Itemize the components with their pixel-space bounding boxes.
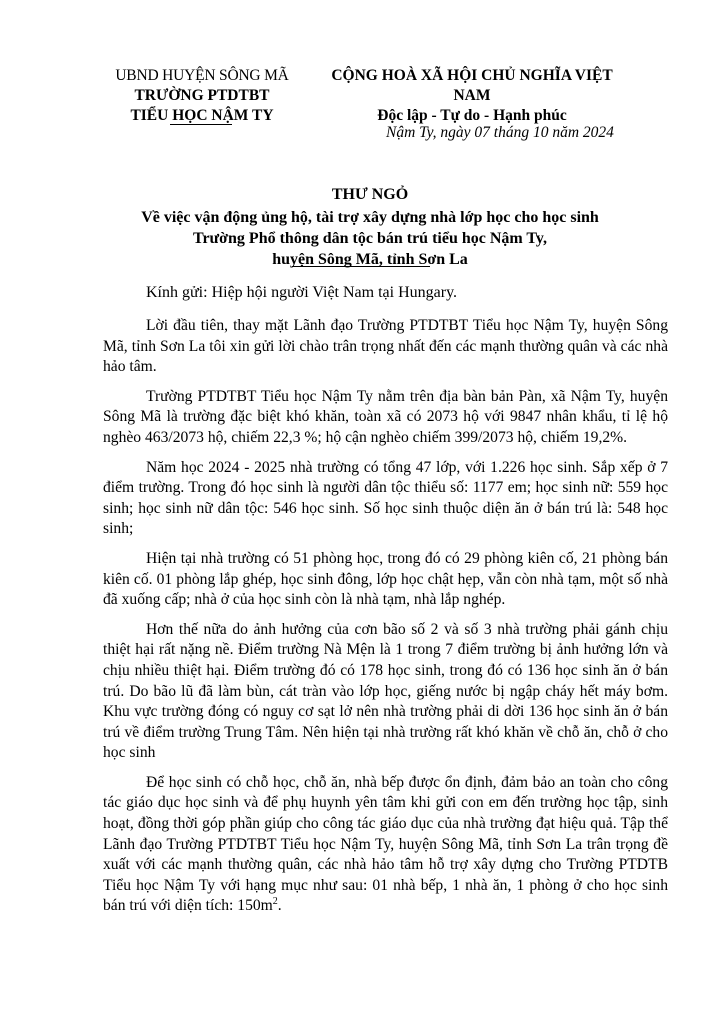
district-name: UBND HUYỆN SÔNG MÃ (115, 67, 289, 84)
letter-subject-line3: huyện Sông Mã, tỉnh Sơn La (272, 251, 468, 268)
letter-title-block (100, 184, 640, 270)
date-line: Nậm Ty, ngày 07 tháng 10 năm 2024 (386, 124, 614, 141)
proposal-end: . (277, 897, 282, 915)
paragraph: Hiện tại nhà trường có 51 phòng học, trong đó có 29 phòng kiên cố, 21 phòng bán kiên cố. 01 phòng lắp ghép, học sinh đông, lớp học chật hẹp, vẫn còn nhà tạm, một số nhà đã xuống cấp; nhà ở của học sinh còn là nhà tạm, nhà lắp nghép. (103, 549, 668, 609)
school-header (104, 66, 300, 126)
school-name-line1: TRƯỜNG PTDTBT (134, 87, 270, 104)
country-name: CỘNG HOÀ XÃ HỘI CHỦ NGHĨA VIỆT NAM (331, 67, 613, 104)
national-header (326, 66, 618, 126)
area-unit-superscript: 2 (272, 896, 278, 908)
greeting: Kính gửi: Hiệp hội người Việt Nam tại Hungary. (146, 284, 458, 301)
letter-body (103, 316, 668, 926)
letter-subject-line1: Về việc vận động ủng hộ, tài trợ xây dựng nhà lớp học cho học sinh (141, 209, 599, 226)
paragraph: Trường PTDTBT Tiểu học Nậm Ty nằm trên địa bàn bản Pàn, xã Nậm Ty, huyện Sông Mã là trường đặc biệt khó khăn, toàn xã có 2073 hộ với 9847 nhân khẩu, tỉ lệ hộ nghèo 463/2073 hộ, chiếm 22,3 %; hộ cận nghèo chiếm 399/2073 hộ, chiếm 19,2%. (103, 387, 668, 446)
title-underline (292, 266, 430, 267)
paragraph-proposal (103, 773, 668, 917)
letter-subject-line2: Trường Phổ thông dân tộc bán trú tiểu học Nậm Ty, (192, 230, 548, 247)
school-name-line2: TIỂU HỌC NẬM TY (130, 107, 274, 124)
paragraph: Hơn thế nữa do ảnh hưởng của cơn bão số 2 và số 3 nhà trường phải gánh chịu thiệt hại rất nặng nề. Điểm trường Nà Mện là 1 trong 7 điểm trường bị ảnh hưởng lớn và chịu nhiều thiệt hại. Điểm trường đó có 178 học sinh, trong đó có 136 học sinh ăn ở bán trú. Do bão lũ đã làm bùn, cát tràn vào lớp học, giếng nước bị ngập cháy hết máy bơm. Khu vực trường đóng có nguy cơ sạt lở nên nhà trường phải di dời 136 học sinh ăn ở bán trú về điểm trường Trung Tâm. Nên hiện tại nhà trường rất khó khăn về chỗ ăn, chỗ ở cho học sinh (103, 620, 668, 762)
proposal-text: Để học sinh có chỗ học, chỗ ăn, nhà bếp được ổn định, đảm bảo an toàn cho công tác giáo dục học sinh và để phụ huynh yên tâm khi gửi con em đến trường học tập, sinh hoạt, đồng thời góp phần giúp cho công tác giáo dục của nhà trường đạt hiệu quả. Tập thể Lãnh đạo Trường PTDTBT Tiểu học Nậm Ty, huyện Sông Mã, tỉnh Sơn La trân trọng đề xuất với các mạnh thường quân, các nhà hảo tâm hỗ trợ xây dựng cho Trường PTDTB Tiểu học Nậm Ty với hạng mục như sau: 01 nhà bếp, 1 nhà ăn, 1 phòng ở cho học sinh bán trú với diện tích: 150m (103, 773, 668, 915)
national-motto: Độc lập - Tự do - Hạnh phúc (377, 107, 567, 124)
paragraph: Năm học 2024 - 2025 nhà trường có tổng 47 lớp, với 1.226 học sinh. Sắp xếp ở 7 điểm trường. Trong đó học sinh là người dân tộc thiểu số: 1177 em; học sinh nữ: 559 học sinh; học sinh nữ dân tộc: 546 học sinh. Số học sinh thuộc diện ăn ở bán trú là: 548 học sinh; (103, 458, 668, 538)
letter-title: THƯ NGỎ (331, 186, 409, 203)
paragraph: Lời đầu tiên, thay mặt Lãnh đạo Trường PTDTBT Tiểu học Nậm Ty, huyện Sông Mã, tỉnh Sơn La tôi xin gửi lời chào trân trọng nhất đến các mạnh thường quân và các nhà hảo tâm. (103, 317, 668, 376)
school-header-underline (170, 124, 232, 125)
